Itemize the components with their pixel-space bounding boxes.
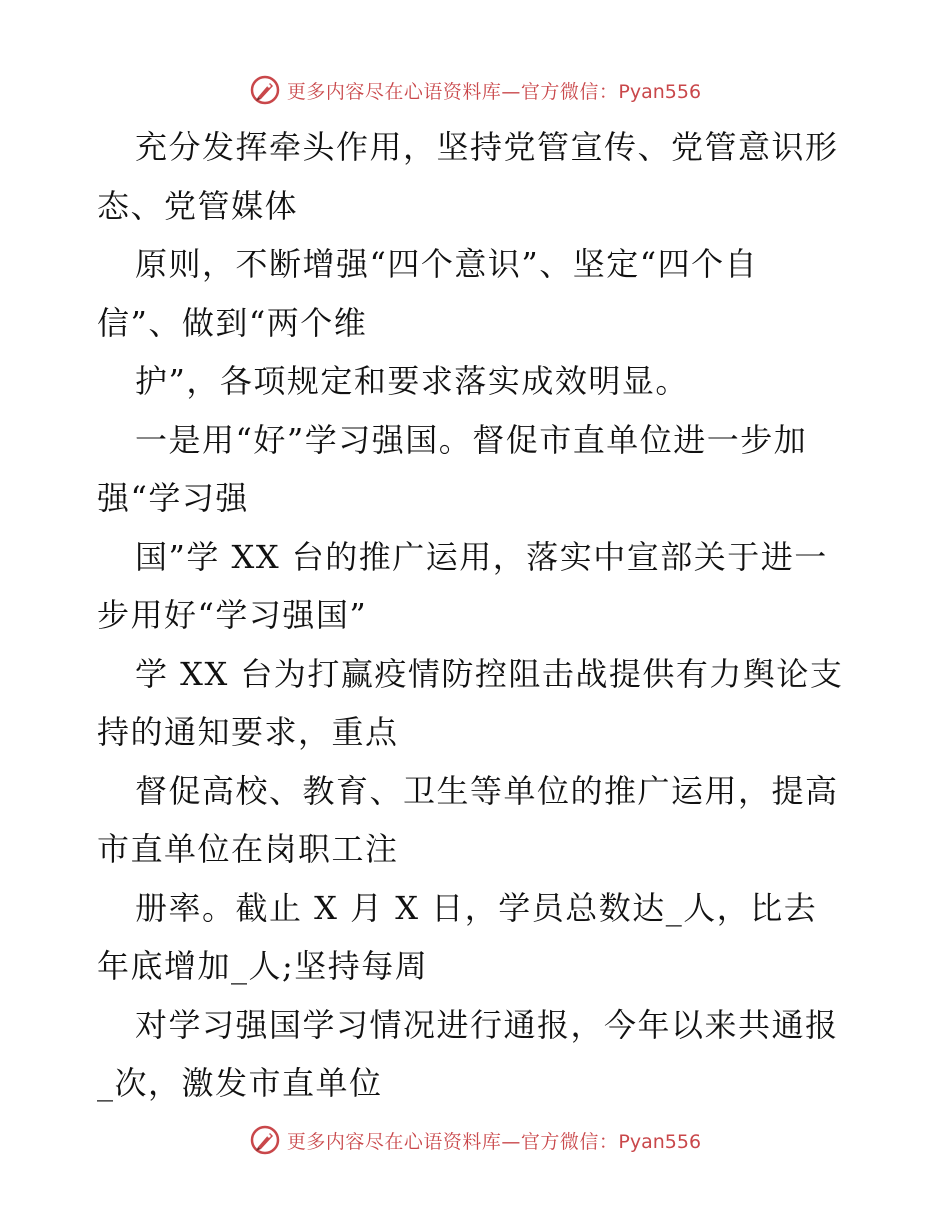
header-banner-inner — [249, 74, 701, 106]
paragraph-line: 原则，不断增强“四个意识”、坚定“四个自 — [135, 245, 759, 283]
header-wechat-handle: Pyan556 — [618, 80, 702, 103]
header-banner — [0, 70, 950, 110]
paragraph-line: 学 XX 台为打赢疫情防控阻击战提供有力舆论支 — [135, 654, 844, 693]
footer-wechat-handle: Pyan556 — [618, 1130, 702, 1153]
paragraph-line: 册率。截止 X 月 X 日，学员总数达_人，比去 — [135, 888, 818, 927]
paragraph-line: 国”学 XX 台的推广运用，落实中宣部关于进一 — [135, 537, 828, 576]
footer-banner — [0, 1120, 950, 1160]
pen-nib-logo-icon — [249, 1124, 281, 1156]
footer-banner-inner — [249, 1124, 701, 1156]
paragraph-line: 充分发挥牵头作用，坚持党管宣传、党管意识形 — [135, 128, 839, 166]
paragraph-line: 强“学习强 — [97, 479, 249, 517]
paragraph-line: 对学习强国学习情况进行通报，今年以来共通报 — [135, 1005, 839, 1044]
document-body — [97, 118, 857, 1113]
paragraph-line: 一是用“好”学习强国。督促市直单位进一步加 — [135, 420, 808, 459]
header-banner-text — [287, 77, 701, 104]
paragraph-line: 督促高校、教育、卫生等单位的推广运用，提高 — [135, 771, 839, 810]
pen-nib-logo-icon — [249, 74, 281, 106]
paragraph-line: 护”，各项规定和要求落实成效明显。 — [135, 362, 689, 400]
paragraph-line: 持的通知要求，重点 — [97, 713, 399, 751]
footer-banner-label: 更多内容尽在心语资料库—官方微信： — [286, 1130, 619, 1153]
paragraph-line: 态、党管媒体 — [97, 186, 299, 225]
paragraph-line: 市直单位在岗职工注 — [97, 830, 399, 868]
paragraph-line: _次，激发市直单位 — [97, 1064, 383, 1102]
paragraph-line: 步用好“学习强国” — [97, 596, 368, 634]
paragraph-line: 年底增加_人;坚持每周 — [97, 947, 429, 985]
footer-banner-text — [287, 1127, 701, 1154]
paragraph-line: 信”、做到“两个维 — [97, 303, 368, 342]
header-banner-label: 更多内容尽在心语资料库—官方微信： — [286, 80, 619, 103]
